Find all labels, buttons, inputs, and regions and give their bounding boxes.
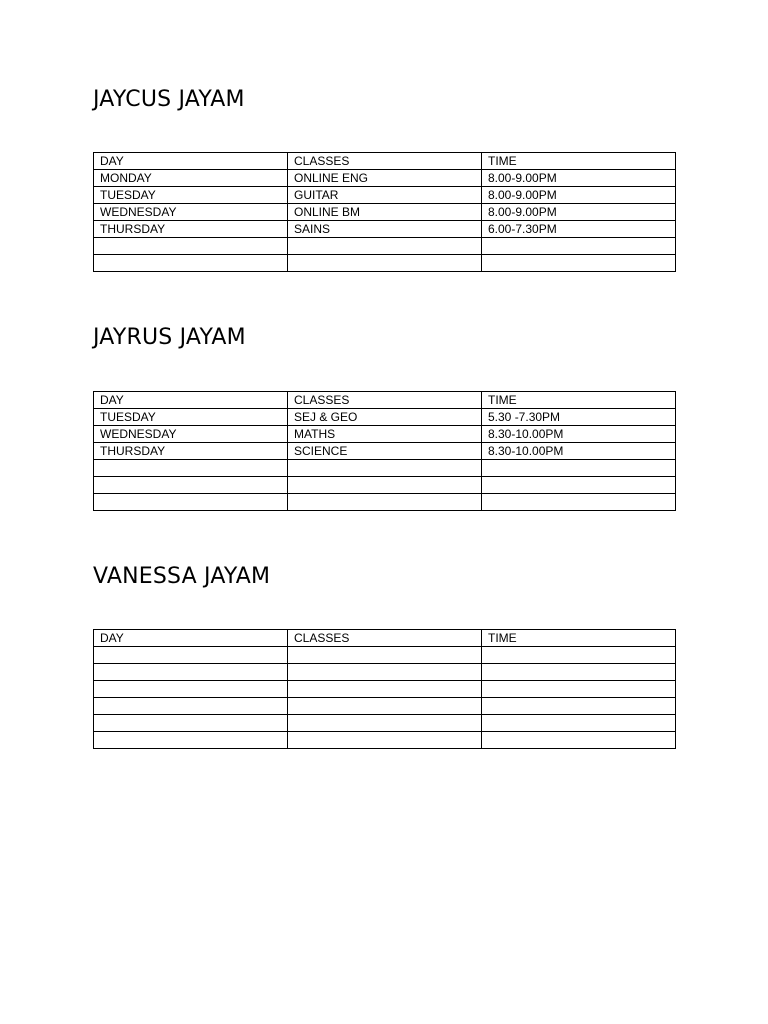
table-row [94, 221, 676, 238]
table-row [94, 460, 676, 477]
table-row [94, 698, 676, 715]
table-cell: 8.30-10.00PM [482, 426, 676, 443]
table-cell: SAINS [288, 221, 482, 238]
table-header-row [94, 153, 676, 170]
header-cell-day: DAY [94, 392, 288, 409]
header-cell-time: TIME [482, 630, 676, 647]
schedule-table-vanessa [93, 629, 676, 749]
header-cell-classes: CLASSES [288, 153, 482, 170]
table-cell [482, 715, 676, 732]
table-cell [94, 647, 288, 664]
table-cell [94, 255, 288, 272]
table-cell [288, 647, 482, 664]
table-cell [288, 460, 482, 477]
table-cell [482, 664, 676, 681]
table-cell: SEJ & GEO [288, 409, 482, 426]
table-row [94, 204, 676, 221]
table-cell: TUESDAY [94, 409, 288, 426]
table-row [94, 409, 676, 426]
table-header-row [94, 392, 676, 409]
table-cell: 8.00-9.00PM [482, 204, 676, 221]
table-cell: THURSDAY [94, 221, 288, 238]
table-cell [288, 664, 482, 681]
table-cell [288, 494, 482, 511]
header-cell-time: TIME [482, 392, 676, 409]
table-cell: WEDNESDAY [94, 204, 288, 221]
table-cell: 8.00-9.00PM [482, 170, 676, 187]
schedule-table-jaycus [93, 152, 676, 272]
table-row [94, 647, 676, 664]
table-cell: 5.30 -7.30PM [482, 409, 676, 426]
table-cell: 6.00-7.30PM [482, 221, 676, 238]
table-cell: MATHS [288, 426, 482, 443]
table-cell [288, 698, 482, 715]
table-cell [288, 255, 482, 272]
table-row [94, 681, 676, 698]
table-row [94, 477, 676, 494]
header-cell-time: TIME [482, 153, 676, 170]
table-cell: 8.30-10.00PM [482, 443, 676, 460]
table-cell: ONLINE BM [288, 204, 482, 221]
table-cell [94, 732, 288, 749]
table-cell: GUITAR [288, 187, 482, 204]
table-cell [94, 238, 288, 255]
table-row [94, 664, 676, 681]
table-cell [94, 664, 288, 681]
table-row [94, 238, 676, 255]
table-cell [94, 477, 288, 494]
section-title-jayrus: JAYRUS JAYAM [93, 325, 246, 350]
table-cell [482, 698, 676, 715]
table-cell [288, 238, 482, 255]
table-cell [94, 460, 288, 477]
header-cell-classes: CLASSES [288, 392, 482, 409]
section-title-jaycus: JAYCUS JAYAM [93, 87, 245, 112]
table-cell [94, 681, 288, 698]
table-header-row [94, 630, 676, 647]
table-cell [288, 681, 482, 698]
header-cell-day: DAY [94, 153, 288, 170]
table-cell [482, 681, 676, 698]
table-cell [288, 732, 482, 749]
table-cell [482, 477, 676, 494]
table-row [94, 732, 676, 749]
table-cell: ONLINE ENG [288, 170, 482, 187]
table-cell: 8.00-9.00PM [482, 187, 676, 204]
table-cell [288, 477, 482, 494]
table-cell [482, 238, 676, 255]
table-cell [94, 715, 288, 732]
table-cell [482, 494, 676, 511]
table-row [94, 426, 676, 443]
table-row [94, 443, 676, 460]
table-cell: TUESDAY [94, 187, 288, 204]
table-cell [482, 647, 676, 664]
table-cell: WEDNESDAY [94, 426, 288, 443]
table-cell [482, 255, 676, 272]
table-row [94, 494, 676, 511]
table-cell [482, 732, 676, 749]
table-cell [94, 494, 288, 511]
table-row [94, 187, 676, 204]
schedule-table-jayrus [93, 391, 676, 511]
table-cell [482, 460, 676, 477]
table-row [94, 170, 676, 187]
table-row [94, 715, 676, 732]
table-row [94, 255, 676, 272]
table-cell: MONDAY [94, 170, 288, 187]
header-cell-classes: CLASSES [288, 630, 482, 647]
table-cell [288, 715, 482, 732]
table-cell: THURSDAY [94, 443, 288, 460]
table-cell: SCIENCE [288, 443, 482, 460]
section-title-vanessa: VANESSA JAYAM [93, 564, 271, 589]
table-cell [94, 698, 288, 715]
header-cell-day: DAY [94, 630, 288, 647]
